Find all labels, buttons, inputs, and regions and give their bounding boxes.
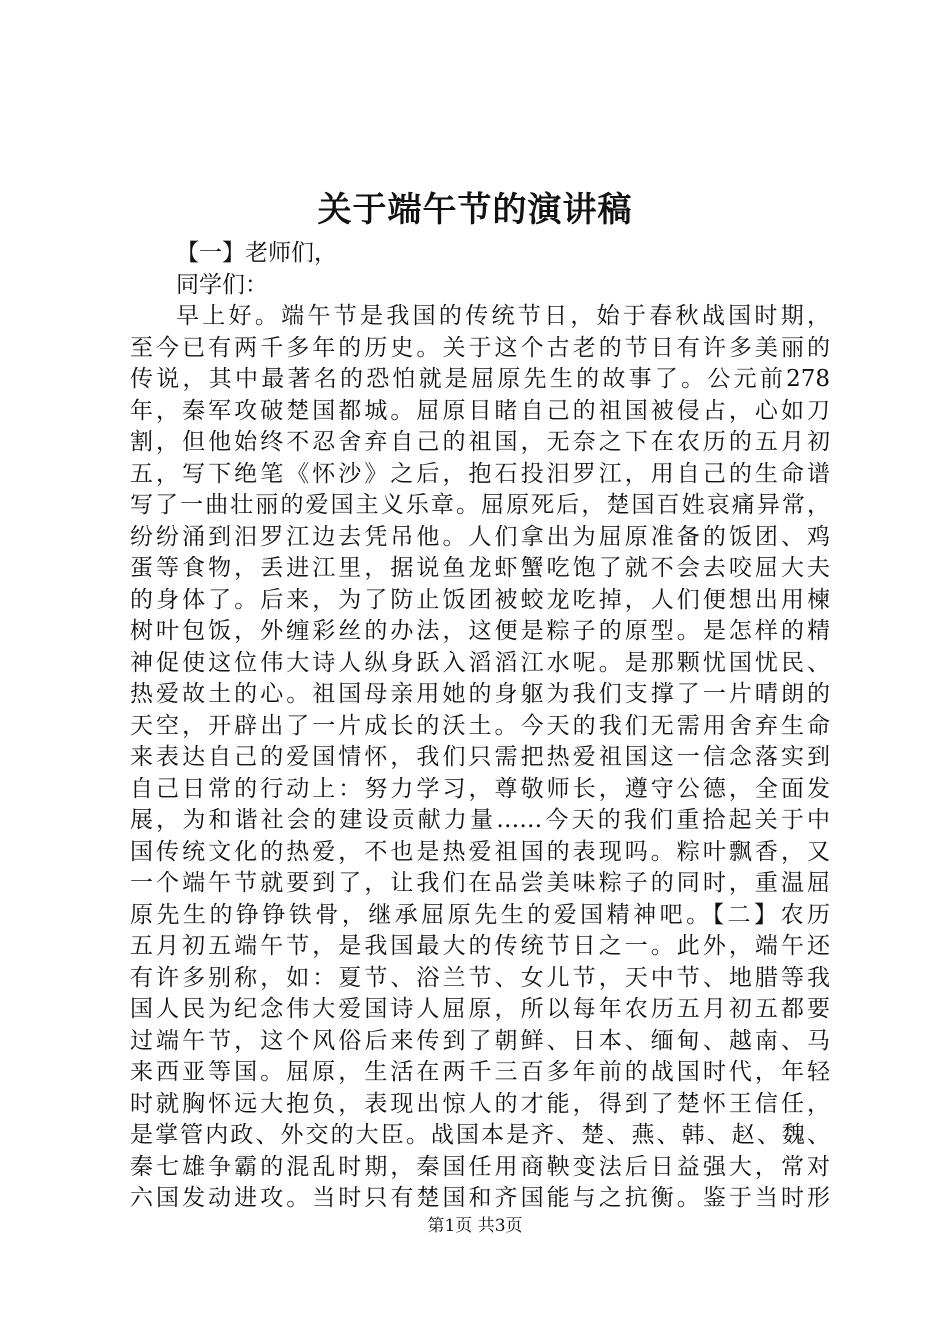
- body-line: 同学们：: [176, 271, 268, 298]
- body-line: 展，为和谐社会的建设贡献力量……今天的我们重拾起关于中: [130, 807, 830, 833]
- body-line: 原先生的铮铮铁骨，继承屈原先生的爱国精神吧。【二】农历: [130, 901, 830, 928]
- body-line: 天空，开辟出了一片成长的沃土。今天的我们无需用舍弃生命: [130, 712, 830, 739]
- body-line: 写了一曲壮丽的爱国主义乐章。屈原死后，楚国百姓哀痛异常，: [130, 492, 830, 518]
- document-body: [130, 238, 830, 1215]
- page-number-footer: 第1页 共3页: [427, 1216, 523, 1236]
- body-line: 热爱故土的心。祖国母亲用她的身躯为我们支撑了一片晴朗的: [130, 681, 830, 707]
- body-line: 至今已有两千多年的历史。关于这个古老的节日有许多美丽的: [130, 334, 830, 361]
- body-line: 过端午节，这个风俗后来传到了朝鲜、日本、缅甸、越南、马: [130, 1027, 830, 1054]
- body-line: 一个端午节就要到了，让我们在品尝美味粽子的同时，重温屈: [130, 870, 830, 896]
- body-line: 蛋等食物，丢进江里，据说鱼龙虾蟹吃饱了就不会去咬屈大夫: [130, 555, 830, 581]
- body-line: 割，但他始终不忍舍弃自己的祖国，无奈之下在农历的五月初: [130, 429, 830, 455]
- body-line: 五，写下绝笔《怀沙》之后，抱石投汨罗江，用自己的生命谱: [130, 460, 830, 487]
- body-line: 六国发动进攻。当时只有楚国和齐国能与之抗衡。鉴于当时形: [130, 1185, 830, 1211]
- body-line: 的身体了。后来，为了防止饭团被蛟龙吃掉，人们便想出用楝: [130, 586, 830, 613]
- body-line: 早上好。端午节是我国的传统节日，始于春秋战国时期，: [176, 303, 830, 329]
- body-line: 来西亚等国。屈原，生活在两千三百多年前的战国时代，年轻: [130, 1059, 830, 1085]
- body-line: 神促使这位伟大诗人纵身跃入滔滔江水呢。是那颗忧国忧民、: [130, 649, 830, 676]
- body-line: 传说，其中最著名的恐怕就是屈原先生的故事了。公元前278: [130, 366, 830, 392]
- body-line: 自己日常的行动上：努力学习，尊敬师长，遵守公德，全面发: [130, 775, 830, 802]
- body-line: 是掌管内政、外交的大臣。战国本是齐、楚、燕、韩、赵、魏、: [130, 1122, 830, 1148]
- body-line: 国人民为纪念伟大爱国诗人屈原，所以每年农历五月初五都要: [130, 996, 830, 1022]
- body-line: 秦七雄争霸的混乱时期，秦国任用商鞅变法后日益强大，常对: [130, 1153, 830, 1180]
- body-line: 时就胸怀远大抱负，表现出惊人的才能，得到了楚怀王信任，: [130, 1090, 830, 1117]
- body-line: 有许多别称，如：夏节、浴兰节、女儿节，天中节、地腊等我: [130, 964, 830, 991]
- body-line: 【一】老师们，: [176, 240, 337, 266]
- document-title: 关于端午节的演讲稿: [317, 190, 633, 230]
- body-line: 纷纷涌到汨罗江边去凭吊他。人们拿出为屈原准备的饭团、鸡: [130, 523, 830, 550]
- body-line: 国传统文化的热爱，不也是热爱祖国的表现吗。粽叶飘香，又: [130, 838, 830, 865]
- body-line: 五月初五端午节，是我国最大的传统节日之一。此外，端午还: [130, 933, 830, 959]
- body-line: 年，秦军攻破楚国都城。屈原目睹自己的祖国被侵占，心如刀: [130, 397, 830, 424]
- body-line: 来表达自己的爱国情怀，我们只需把热爱祖国这一信念落实到: [130, 744, 830, 770]
- body-line: 树叶包饭，外缠彩丝的办法，这便是粽子的原型。是怎样的精: [130, 618, 830, 644]
